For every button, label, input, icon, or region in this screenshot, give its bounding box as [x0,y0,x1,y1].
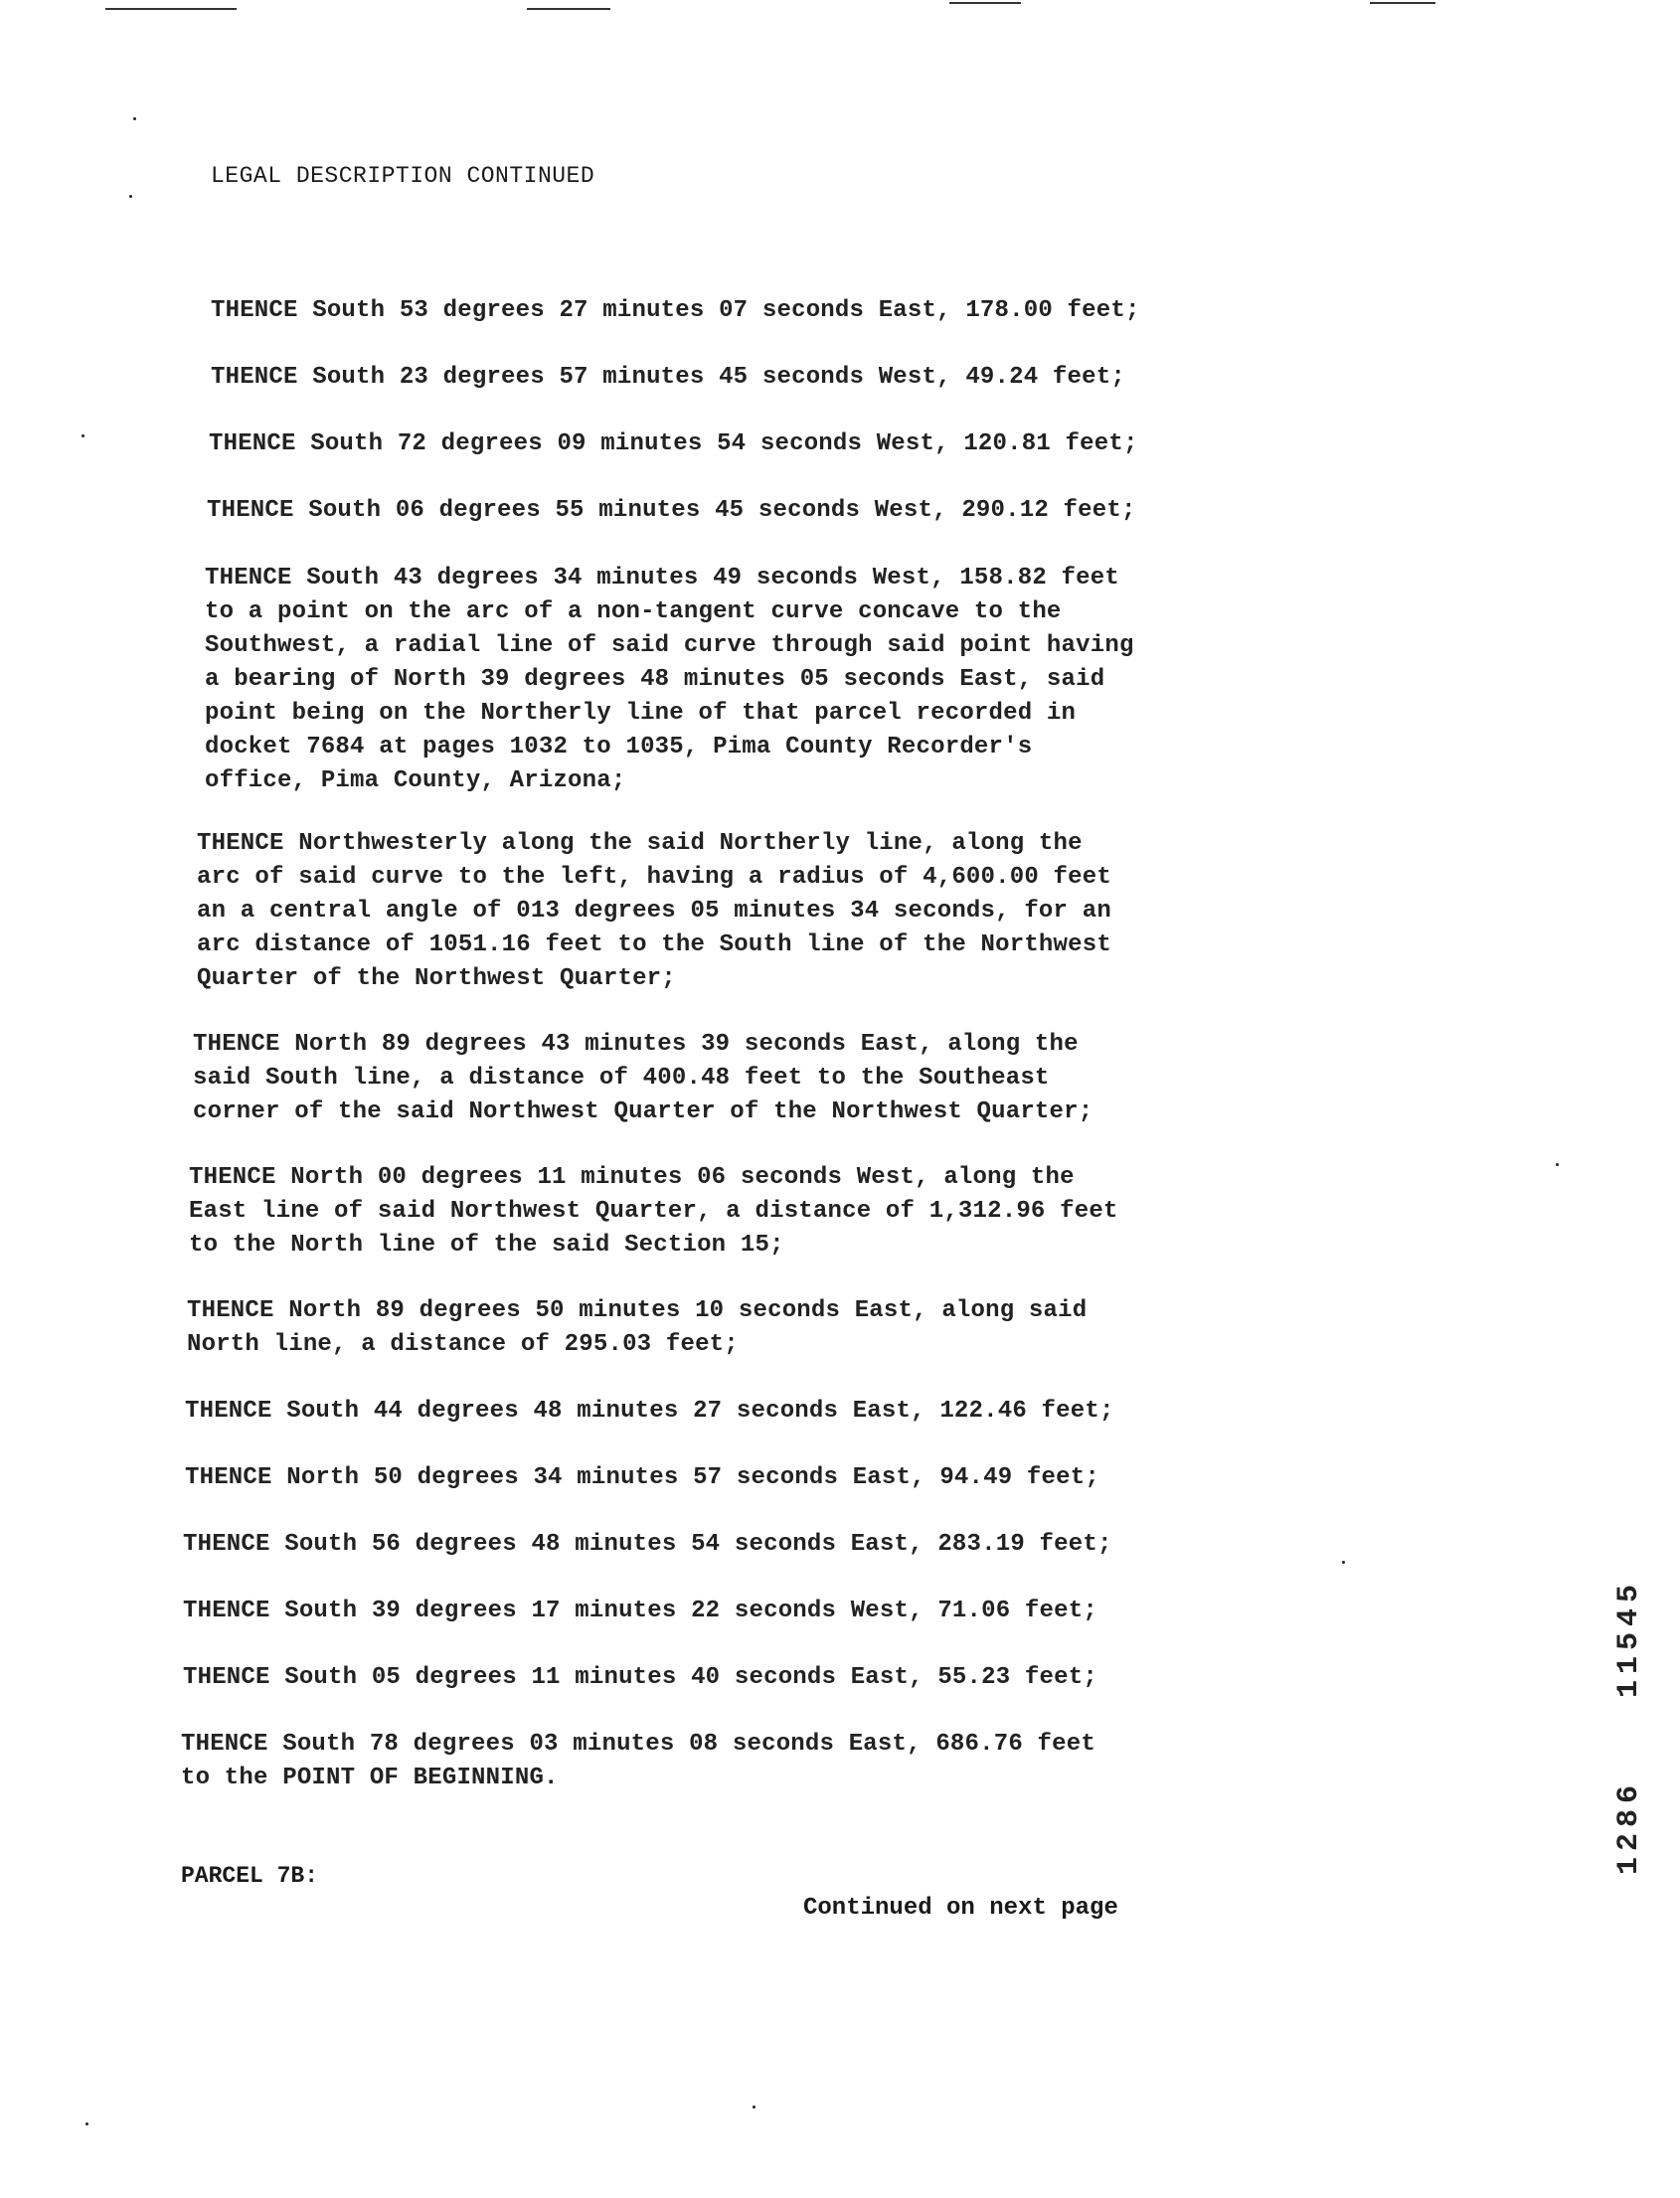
course-7: THENCE North 89 degrees 43 minutes 39 seconds East, along the said South line, a distance of 400.48 feet to the Southeast corner of the said Northwest Quarter of the Northwest Quarter; [193,1031,1093,1125]
course-10: THENCE South 44 degrees 48 minutes 27 seconds East, 122.46 feet; [185,1398,1114,1425]
section-heading: LEGAL DESCRIPTION CONTINUED [211,163,595,189]
course-11: THENCE North 50 degrees 34 minutes 57 seconds East, 94.49 feet; [185,1464,1099,1491]
page-stamp: 1286 [1612,1779,1646,1876]
top-rule-3 [949,2,1021,4]
course-3: THENCE South 72 degrees 09 minutes 54 seconds West, 120.81 feet; [209,430,1138,457]
docket-stamp: 11545 [1612,1579,1646,1699]
top-rule-2 [527,8,610,10]
speck [133,117,136,120]
parcel-label: PARCEL 7B: [181,1863,319,1889]
course-4: THENCE South 06 degrees 55 minutes 45 seconds West, 290.12 feet; [207,497,1136,524]
course-15: THENCE South 78 degrees 03 minutes 08 seconds East, 686.76 feet to the POINT OF BEGINNING. [181,1731,1095,1791]
course-1: THENCE South 53 degrees 27 minutes 07 seconds East, 178.00 feet; [211,297,1140,324]
speck [82,434,84,437]
course-6: THENCE Northwesterly along the said Northerly line, along the arc of said curve to the left, having a radius of 4,600.00 feet an a central angle of 013 degrees 05 minutes 34 seconds, for an arc distance of 1051.16 feet to the South line of the Northwest Quarter of the Northwest Quarter; [197,830,1111,992]
speck [85,2122,88,2125]
top-rule-1 [105,8,237,10]
continued-note: Continued on next page [803,1895,1118,1922]
course-14: THENCE South 05 degrees 11 minutes 40 seconds East, 55.23 feet; [183,1664,1097,1691]
speck [753,2106,756,2109]
course-5: THENCE South 43 degrees 34 minutes 49 seconds West, 158.82 feet to a point on the arc of a non-tangent curve concave to the Southwest, a radial line of said curve through said point having a bearing of North 39 degrees 48 minutes 05 seconds East, said point being on the Northerly line of that parcel recorded in docket 7684 at pages 1032 to 1035, Pima County Recorder's office, Pima County, Arizona; [205,565,1134,794]
top-rule-4 [1370,2,1435,4]
speck [1556,1163,1559,1166]
course-12: THENCE South 56 degrees 48 minutes 54 seconds East, 283.19 feet; [183,1531,1112,1558]
course-13: THENCE South 39 degrees 17 minutes 22 seconds West, 71.06 feet; [183,1598,1097,1624]
course-8: THENCE North 00 degrees 11 minutes 06 seconds West, along the East line of said Northwest Quarter, a distance of 1,312.96 feet to the North line of the said Section 15; [189,1164,1118,1259]
course-2: THENCE South 23 degrees 57 minutes 45 seconds West, 49.24 feet; [211,364,1125,391]
speck [129,195,132,198]
speck [1342,1561,1345,1564]
course-9: THENCE North 89 degrees 50 minutes 10 seconds East, along said North line, a distance of 295.03 feet; [187,1297,1088,1358]
